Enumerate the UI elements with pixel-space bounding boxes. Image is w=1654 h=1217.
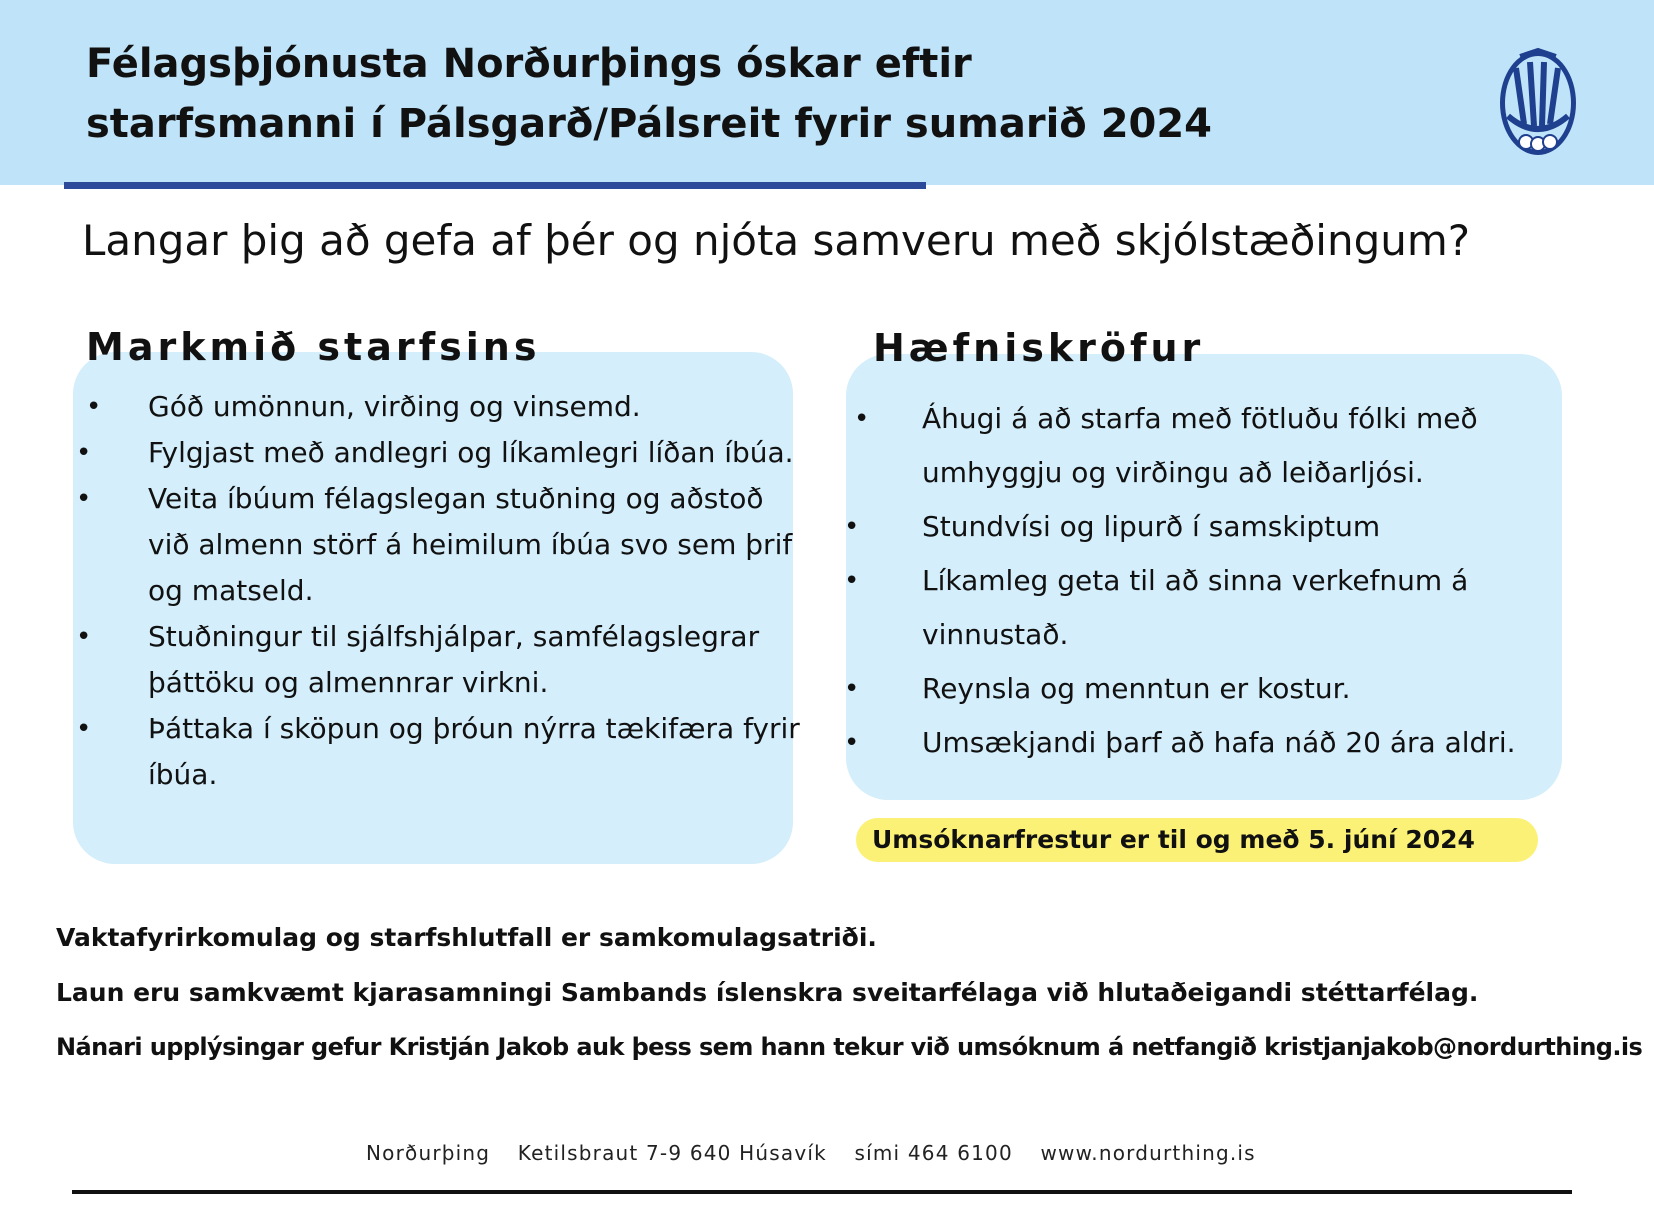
list-item-text: Umsækjandi þarf að hafa náð 20 ára aldri. (922, 726, 1516, 759)
deadline-badge: Umsóknarfrestur er til og með 5. júní 2024 (856, 818, 1538, 862)
page-title-line-1: Félagsþjónusta Norðurþings óskar eftir (86, 41, 972, 87)
list-item (848, 392, 1568, 500)
list-item-text: Veita íbúum félagslegan stuðning og aðstoð við almenn störf á heimilum íbúa svo sem þrif og matseld. (148, 482, 793, 607)
footer-contact (366, 1141, 1276, 1165)
bullet-icon: • (76, 438, 92, 468)
list-item-text: Þáttaka í sköpun og þróun nýrra tækifæra fyrir íbúa. (148, 712, 800, 791)
goals-heading: Markmið starfsins (86, 325, 541, 369)
tagline: Langar þig að gefa af þér og njóta samveru með skjólstæðingum? (82, 216, 1471, 265)
list-item-text: Stuðningur til sjálfshjálpar, samfélagslegrar þáttöku og almennrar virkni. (148, 620, 760, 699)
bullet-icon: • (76, 714, 92, 744)
list-item (844, 554, 1568, 662)
list-item (844, 716, 1568, 770)
list-item-text: Fylgjast með andlegri og líkamlegri líðan íbúa. (148, 436, 794, 469)
bullet-icon: • (844, 674, 860, 704)
bullet-icon: • (76, 622, 92, 652)
bullet-icon: • (854, 404, 870, 434)
nordurthing-crest-icon (1496, 46, 1580, 160)
list-item-text: Reynsla og menntun er kostur. (922, 672, 1351, 705)
list-item (80, 384, 800, 430)
bullet-icon: • (844, 566, 860, 596)
footer-org: Norðurþing (366, 1141, 491, 1165)
list-item-text: Stundvísi og lipurð í samskiptum (922, 510, 1381, 543)
header-divider (64, 182, 926, 189)
footer-website[interactable]: www.nordurthing.is (1040, 1141, 1256, 1165)
list-item-text: Góð umönnun, virðing og vinsemd. (148, 390, 641, 423)
list-item (844, 662, 1568, 716)
contact-note: Nánari upplýsingar gefur Kristján Jakob auk þess sem hann tekur við umsóknum á netfangið kristjanjakob@nordurthing.is (56, 1033, 1643, 1061)
page-title (86, 34, 1386, 154)
list-item-text: Líkamleg geta til að sinna verkefnum á vinnustað. (922, 564, 1469, 651)
footer-phone: sími 464 6100 (854, 1141, 1013, 1165)
bullet-icon: • (86, 392, 102, 422)
page-title-line-2: starfsmanni í Pálsgarð/Pálsreit fyrir sumarið 2024 (86, 101, 1213, 147)
bullet-icon: • (844, 512, 860, 542)
bullet-icon: • (76, 484, 92, 514)
list-item-text: Áhugi á að starfa með fötluðu fólki með umhyggju og virðingu að leiðarljósi. (922, 402, 1478, 489)
footer-divider (72, 1190, 1572, 1194)
requirements-heading: Hæfniskröfur (873, 326, 1205, 370)
list-item (76, 430, 800, 476)
requirements-list (844, 392, 1568, 770)
list-item (844, 500, 1568, 554)
footer-address: Ketilsbraut 7-9 640 Húsavík (517, 1141, 827, 1165)
shift-arrangement-note: Vaktafyrirkomulag og starfshlutfall er samkomulagsatriði. (56, 923, 877, 952)
goals-list (76, 384, 800, 798)
list-item (76, 706, 800, 798)
salary-note: Laun eru samkvæmt kjarasamningi Sambands íslenskra sveitarfélaga við hlutaðeigandi stéttarfélag. (56, 978, 1479, 1007)
list-item (76, 476, 800, 614)
bullet-icon: • (844, 728, 860, 758)
list-item (76, 614, 800, 706)
